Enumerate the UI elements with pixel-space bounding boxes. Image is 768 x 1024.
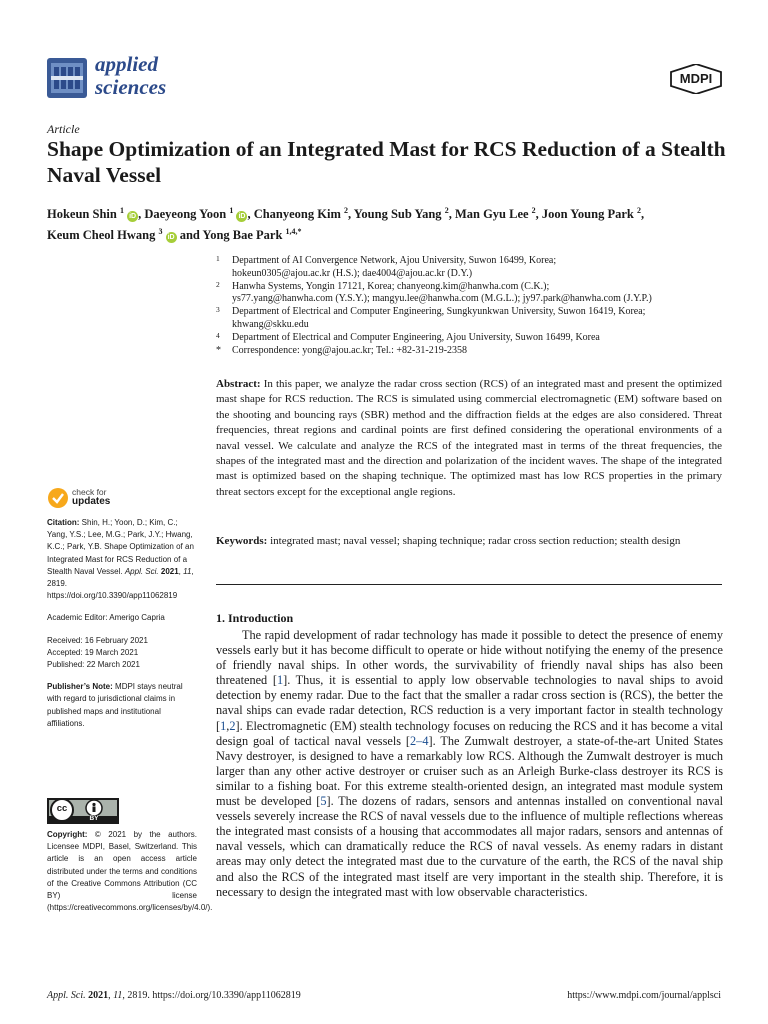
abstract-text: In this paper, we analyze the radar cross section (RCS) of an integrated mast and present the optimized mast shape for RCS reduction. The RCS is simulated using commercial electromagnetic (EM) software based on the shooting and bouncing rays (SBR) method and the diffraction fields at the edges are also considered. Threat frequencies, threat regions and cardinal points are first defined considering the operational environments of a naval vessel. We calculate and analyze the RCS of the integrated mast in terms of the threat frequencies, the shapes of the integrated mast and the direction and polarization of the incident waves. The shape of the integrated mast is optimized based on the shaping technique. The optimized mast has low RCS properties in the primary threat sectors except for the exceptional angle regions. [216, 378, 722, 498]
affiliation-item [216, 255, 728, 281]
mdpi-logo [668, 64, 724, 94]
citation-text: Shin, H.; Yoon, D.; Kim, C.; Yang, Y.S.; Lee, M.G.; Park, J.Y.; Hwang, K.C.; Park, Y.B. Shape Optimization of an Integrated Mast for RCS Reduction of a Stealth Naval Vessel. [47, 518, 194, 576]
author-affiliation-marker: 2 [531, 206, 536, 215]
citation-year: 2021 [160, 566, 179, 576]
author-affiliation-marker: 3 [158, 227, 163, 237]
affiliation-item [216, 306, 728, 332]
reference-link[interactable]: 2 [229, 718, 236, 733]
footer-journal: Appl. Sci. [47, 990, 86, 1001]
orcid-icon[interactable]: iD [167, 234, 175, 242]
footer-rest: , 2819. https://doi.org/10.3390/app11062819 [122, 990, 301, 1001]
orcid-icon[interactable]: iD [238, 213, 246, 221]
introduction-paragraph: The rapid development of radar technology has made it possible to detect the presence of enemy vessels early but it has become difficult to operate or hide without notifying the enemy of the presence of friendly naval ships. In other words, the survivability of friendly naval ships has also been threatened [1]. Thus, it is essential to apply low observable technologies to naval ships to avoid detection by enemy radar. Due to the fact that the smaller a radar cross section is (RCS), the better the naval ships can evade radar detection, RCS reduction is a very important factor in stealth technology [1,2]. Electromagnetic (EM) stealth technology focuses on reducing the RCS and it has become a vital design goal of tactical naval vessels [2–4]. The Zumwalt destroyer, a state-of-the-art United States Navy destroyer, is designed to have a remarkably low RCS. Although the Zumwalt destroyer is much larger than any other active destroyer or cruiser such as an Arleigh Burke-class destroyer its RCS is similar to a fishing boat. For this extreme stealth-oriented design, an integrated mast module system must be developed [5]. The dozens of radars, sensors and antennas installed on conventional naval vessels severely increase the RCS of naval vessels due to the influence of multiple reflections whereas the integrated mast consists of a housing that accommodates all major radars, sensors and antennas of naval vessels, which can dramatically reduce the RCS of naval vessels. As enemy radars in distant areas may only detect the integrated mast due to the curvature of the earth, the RCS of the naval ship and also the RCS of the integrated mast itself are very important in the stealth ship. Therefore, it is necessary to design the integrated mast with low observable characteristics. [216, 628, 724, 899]
copyright-block [47, 829, 213, 914]
journal-logo-icon [47, 58, 87, 98]
affiliation-line: khwang@skku.edu [232, 318, 309, 330]
article-type: Article [47, 122, 80, 136]
copyright-label: Copyright: [47, 830, 88, 839]
author-affiliation-marker: 1,4,* [285, 227, 302, 237]
affiliation-line: Correspondence: yong@ajou.ac.kr; Tel.: +82-31-219-2358 [232, 344, 468, 356]
author-affiliation-marker: 1 [119, 206, 124, 215]
article-info-sidebar [47, 517, 199, 740]
check-updates-icon [47, 487, 69, 509]
publisher-note-text: MDPI stays neutral with regard to jurisdictional claims in published maps and institutional affiliations. [47, 682, 183, 728]
reference-link[interactable]: 1 [276, 673, 284, 688]
author-affiliation-marker: 2 [444, 206, 449, 215]
affiliation-line: Department of Electrical and Computer Engineering, Sungkyunkwan University, Suwon 16419, Korea; [232, 306, 646, 318]
affiliation-line: Department of AI Convergence Network, Ajou University, Suwon 16499, Korea; [232, 255, 557, 266]
author-name: Young Sub Yang [353, 207, 442, 222]
mdpi-logo-text: MDPI [679, 71, 713, 86]
keywords [216, 533, 722, 549]
author-name: Man Gyu Lee [454, 207, 529, 222]
affiliations [216, 255, 728, 357]
affiliation-line: hokeun0305@ajou.ac.kr (H.S.); dae4004@ajou.ac.kr (D.Y.) [232, 267, 473, 279]
author-affiliation-marker: 2 [343, 206, 348, 215]
footer-journal-url[interactable]: https://www.mdpi.com/journal/applsci [567, 990, 721, 1001]
received-date: Received: 16 February 2021 [47, 635, 148, 645]
citation-journal: Appl. Sci. [124, 566, 159, 576]
affiliation-number: 4 [216, 330, 220, 340]
citation-volume: 11 [183, 566, 192, 576]
cc-by-label: BY [89, 815, 99, 822]
published-date: Published: 22 March 2021 [47, 660, 140, 670]
affiliation-number: * [216, 344, 221, 356]
journal-name-line2: sciences [95, 75, 167, 99]
author-name: Chanyeong Kim [253, 207, 341, 222]
publisher-note [47, 681, 199, 730]
author-affiliation-marker: 1 [229, 206, 234, 215]
citation-block: Citation: Shin, H.; Yoon, D.; Kim, C.; Yang, Y.S.; Lee, M.G.; Park, J.Y.; Hwang, K.C.; Park, Y.B. Shape Optimization of an Integrated Mast for RCS Reduction of a Stealth Naval Vessel. Appl. Sci. 2021, 11, 2819. https://doi.org/10.3390/app11062819 [47, 518, 194, 601]
footer-year: 2021 [88, 990, 109, 1001]
section-heading-introduction: 1. Introduction [216, 611, 294, 625]
author-name: Hokeun Shin [47, 207, 117, 222]
citation-pages: , 2819. [47, 566, 194, 589]
affiliation-item [216, 345, 728, 358]
dates-block [47, 635, 199, 672]
author-name: Keum Cheol Hwang [47, 228, 156, 243]
author-name: Yong Bae Park [202, 228, 283, 243]
abstract [216, 377, 722, 500]
citation-doi[interactable]: https://doi.org/10.3390/app11062819 [47, 591, 178, 601]
publisher-note-label: Publisher’s Note: [47, 682, 113, 692]
reference-link[interactable]: 5 [320, 794, 327, 809]
citation-label: Citation: [47, 518, 80, 527]
reference-link[interactable]: 2–4 [410, 733, 429, 748]
academic-editor: Academic Editor: Amerigo Capria [47, 613, 165, 623]
copyright-text: © 2021 by the authors. Licensee MDPI, Basel, Switzerland. This article is an open access article distributed under the terms and conditions of the Creative Commons Attribution (CC BY) license (https://creativecommons.org/licenses/by/4.0/). [47, 830, 213, 913]
journal-name [95, 53, 166, 99]
affiliation-item [216, 332, 728, 345]
accepted-date: Accepted: 19 March 2021 [47, 647, 139, 657]
cc-label: cc [56, 803, 68, 814]
keywords-label: Keywords: [216, 535, 268, 547]
author-list: Hokeun Shin $^1$ iD , Daeyeong Yoon $^1$ iD , Chanyeong Kim $^2$, Young Sub Yang $^2$, Man Gyu Lee $^2$, Joon Young Park $^2$, Keum Cheol Hwang $^3$ iD and Yong Bae Park $^{1,4,*}$ [47, 206, 645, 243]
journal-name-line1: applied [95, 52, 158, 76]
cc-by-license-badge[interactable] [47, 798, 119, 824]
affiliation-line: Hanwha Systems, Yongin 17121, Korea; chanyeong.kim@hanwha.com (C.K.); [232, 280, 550, 292]
footer-citation: Appl. Sci. 2021, 11, 2819. https://doi.org/10.3390/app11062819 [47, 990, 301, 1001]
affiliation-line: Department of Electrical and Computer Engineering, Ajou University, Suwon 16499, Korea [232, 331, 600, 343]
check-for-updates-badge[interactable] [47, 486, 127, 510]
keywords-text: integrated mast; naval vessel; shaping technique; radar cross section reduction; stealth design [270, 535, 681, 547]
orcid-icon[interactable]: iD [129, 213, 137, 221]
abstract-label: Abstract: [216, 378, 261, 390]
affiliation-item [216, 281, 728, 307]
reference-link[interactable]: 1 [220, 718, 227, 733]
affiliation-number: 1 [216, 254, 220, 263]
check-updates-line1: check for [72, 487, 107, 497]
affiliation-line: ys77.yang@hanwha.com (Y.S.Y.); mangyu.lee@hanwha.com (M.G.L.); jy97.park@hanwha.com (J.Y.P.) [232, 293, 652, 305]
article-title: Shape Optimization of an Integrated Mast for RCS Reduction of a Stealth Naval Vessel [47, 137, 726, 187]
check-updates-line2: updates [72, 496, 111, 507]
section-divider [216, 584, 722, 585]
author-affiliation-marker: 2 [636, 206, 641, 215]
author-name: Daeyeong Yoon [144, 207, 227, 222]
affiliation-number: 2 [216, 279, 220, 289]
footer-volume: 11 [113, 990, 123, 1001]
author-name: Joon Young Park [541, 207, 634, 222]
affiliation-number: 3 [216, 305, 220, 315]
